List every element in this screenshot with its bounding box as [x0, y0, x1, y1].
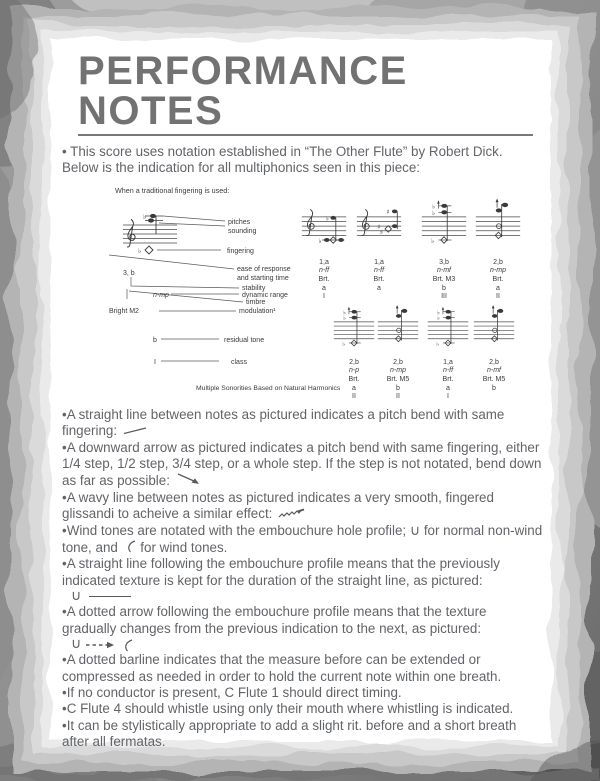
example-dynamic: n-mf — [487, 367, 501, 375]
example-dynamic: n-ff — [318, 267, 330, 275]
note-text: •Wind tones are notated with the embouchure hole profile; — [62, 522, 410, 538]
multiphonic-example-1 — [296, 197, 352, 302]
example-label: 3,b — [439, 258, 449, 266]
note-pitch-bend-line — [62, 407, 544, 440]
note-text: for wind tones. — [136, 540, 228, 556]
document-page — [48, 38, 554, 750]
note-text: for normal non-wind tone, and — [62, 522, 543, 556]
example-brightness: Brt. — [373, 276, 385, 283]
example-roman: I — [447, 393, 449, 401]
example-label: 2,b — [493, 258, 503, 266]
multiphonic-example-3 — [416, 197, 472, 302]
example-dynamic: n-p — [348, 367, 360, 375]
note-texture-change — [62, 604, 544, 637]
example-class-letter: a — [352, 384, 356, 392]
note-conductor: •If no conductor is present, C Flute 1 should direct timing. — [62, 684, 402, 700]
page-title: PERFORMANCE NOTES — [78, 49, 408, 133]
note-text: •A straight line following the embouchure profile means that the previously indicated texture is kept for the duration of the straight line, as pictured: — [62, 556, 500, 588]
example-roman: III — [441, 293, 447, 301]
mini-staff — [355, 197, 403, 259]
dotted-arrow-icon — [85, 640, 117, 650]
annotation-lines — [109, 216, 243, 361]
label-fingering: fingering — [227, 247, 254, 255]
label-sounding: sounding — [228, 227, 257, 235]
performance-notes-list — [62, 407, 544, 751]
note-text: •A dotted arrow following the embouchure profile means that the texture gradually changes from the previous indication to the next, as pictured: — [62, 604, 487, 636]
note-text: •A straight line between notes as pictured indicates a pitch bend with same fingering: — [62, 406, 505, 439]
example-brightness: Brt. — [318, 276, 330, 283]
example-dynamic: n-ff — [442, 367, 454, 375]
example-brightness: Brt. M5 — [482, 376, 506, 383]
label-modulation: modulation¹ — [239, 307, 276, 315]
mini-staff — [420, 197, 468, 259]
example-brightness: Brt. — [442, 376, 454, 383]
note-text: •A downward arrow as pictured indicates a pitch bend with same fingering, either 1/4 step, 1/2 step, 3/4 step, or a whole step. If the step is not notated, bend down as far as possible: — [62, 439, 542, 489]
example-label: 1,a — [319, 258, 329, 266]
example-brightness: Brt. M3 — [432, 276, 456, 283]
example-label: 1,a — [374, 258, 384, 266]
example-dynamic: n-mp — [390, 367, 406, 375]
example-class-letter: a — [496, 284, 500, 292]
notehead — [150, 214, 156, 218]
diagram-heading: When a traditional fingering is used: — [115, 185, 230, 195]
multiphonic-example-8 — [466, 305, 522, 393]
note-fermatas: •It can be stylistically appropriate to add a slight rit. before and a short breath after all fermatas. — [62, 717, 517, 750]
note-pitch-bend-arrow — [62, 440, 544, 490]
notehead — [148, 218, 154, 222]
figure-caption: Multiple Sonorities Based on Natural Harmonics — [196, 384, 341, 392]
flat-icon: ♭ — [138, 246, 142, 255]
example-label: 1,a — [443, 358, 453, 366]
label-timbre: timbre — [246, 298, 266, 306]
example-label: 2,b — [349, 358, 359, 366]
note-text: •A wavy line between notes as pictured indicates a very smooth, fingered glissandi to acheive a similar effect: — [62, 489, 494, 522]
multiphonic-example-2 — [351, 197, 407, 293]
label-class: class — [231, 358, 247, 366]
embouchure-normal-icon: ∪ — [409, 522, 421, 539]
example-class-letter: a — [446, 384, 450, 392]
label-pitches: pitches — [228, 218, 251, 226]
note-held-texture — [62, 556, 544, 589]
example-roman: II — [396, 393, 400, 401]
example-label: 2,b — [489, 358, 499, 366]
intro-paragraph: • This score uses notation established in “The Other Flute” by Robert Dick. Below is the indication for all multiphonics seen in this piece: — [62, 144, 503, 176]
gliss-wavy-icon — [278, 507, 305, 519]
embouchure-normal-icon: ∪ — [71, 588, 82, 605]
mini-staff — [376, 305, 420, 359]
example-brightness: Brt. — [348, 376, 360, 383]
multiphonic-example-4 — [470, 197, 526, 302]
label-ease-1: ease of response — [237, 265, 291, 273]
example-dynamic: n-mf — [437, 267, 451, 275]
value-residual: b — [153, 336, 157, 344]
example-class-letter: b — [442, 284, 446, 292]
label-ease-2: and starting time — [237, 274, 289, 282]
example-class-letter: b — [492, 384, 496, 392]
note-whistle: •C Flute 4 should whistle using only their mouth where whistling is indicated. — [62, 701, 514, 717]
value-class: I — [154, 358, 156, 366]
pitch-bend-arrow-icon — [176, 472, 202, 486]
embouchure-wind-icon — [124, 539, 137, 553]
example-class-letter: a — [377, 284, 381, 292]
label-residual-tone: residual tone — [224, 336, 265, 344]
example-dynamic: n-ff — [373, 267, 385, 275]
example-roman: I — [323, 293, 325, 301]
example-brightness: Brt. M5 — [386, 376, 410, 383]
flat-icon: ♭ — [143, 212, 147, 221]
example-roman: II — [352, 393, 356, 401]
mini-staff — [300, 197, 348, 259]
texture-change-arrow-icon — [62, 637, 544, 652]
embouchure-wind-icon — [121, 638, 134, 652]
note-wind-tones — [62, 523, 544, 557]
example-class-letter: a — [322, 284, 326, 292]
value-dynamics: n-mp — [153, 291, 169, 299]
fingering-diamond — [145, 246, 153, 254]
label-dynamic-range: dynamic range — [242, 291, 288, 299]
mini-staff — [426, 305, 470, 359]
mini-staff — [474, 197, 522, 259]
example-class-letter: b — [396, 384, 400, 392]
multiphonic-example-6 — [370, 305, 426, 402]
embouchure-normal-icon: ∪ — [71, 636, 82, 653]
value-timbre: Bright M2 — [109, 307, 139, 315]
example-dynamic: n-mp — [490, 267, 506, 275]
held-texture-line-icon — [62, 589, 544, 604]
note-wavy-gliss — [62, 490, 544, 523]
title-underline — [78, 134, 533, 136]
example-roman: II — [496, 293, 500, 301]
example-label: 2,b — [393, 358, 403, 366]
pitch-bend-line-icon — [123, 425, 148, 436]
value-numbers: 3, b — [123, 269, 135, 277]
example-brightness: Brt. — [492, 276, 504, 283]
note-dotted-barline: •A dotted barline indicates that the measure before can be extended or compressed as needed in order to hold the current note within one breath. — [62, 652, 502, 684]
straight-line-icon — [89, 596, 131, 597]
label-stability: stability — [242, 284, 266, 292]
mini-staff — [472, 305, 516, 359]
multiphonics-notation-figure — [48, 185, 554, 403]
